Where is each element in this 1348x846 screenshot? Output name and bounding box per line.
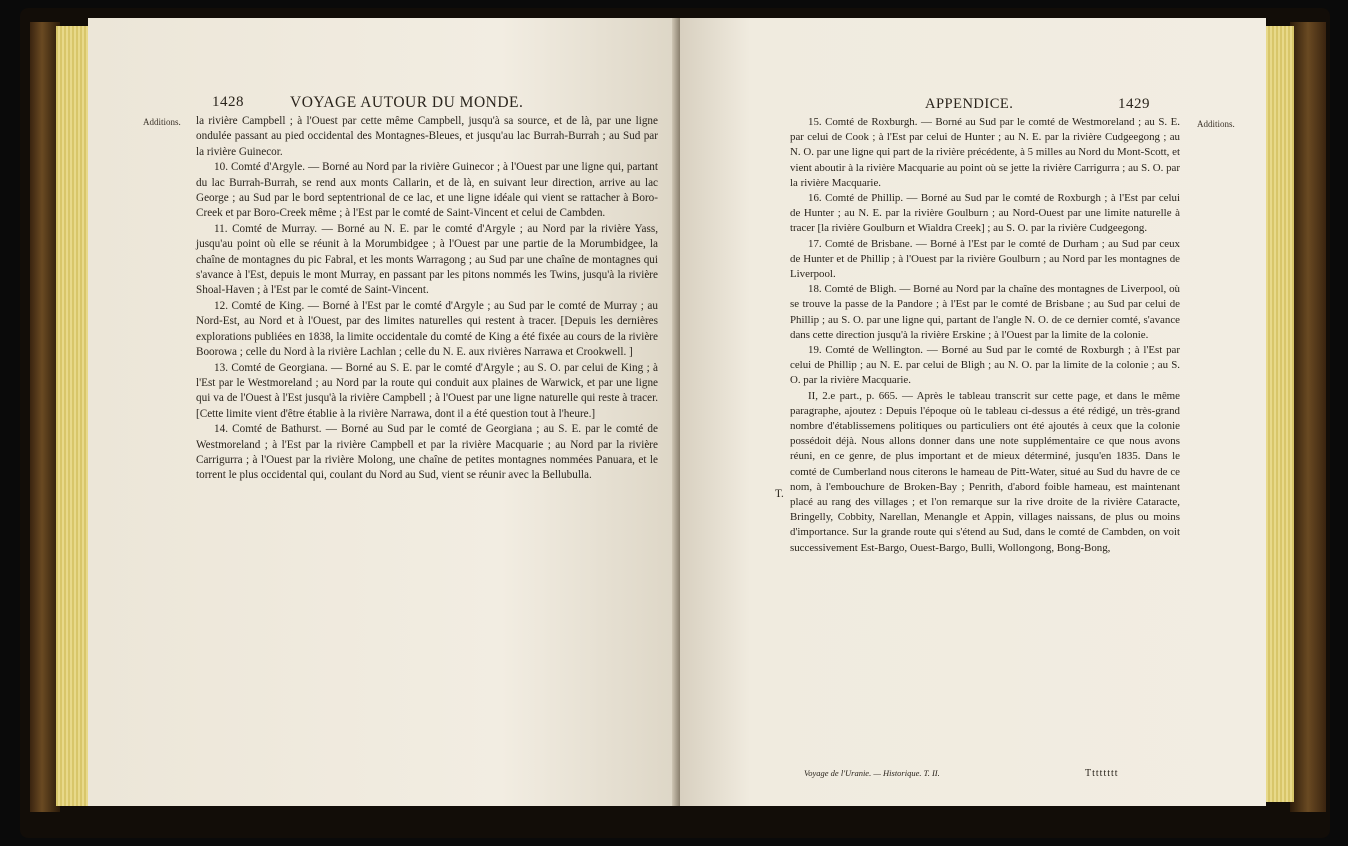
left-paragraph: 10. Comté d'Argyle. — Borné au Nord par la rivière Guinecor ; à l'Ouest par une ligne qui, partant du lac Burrah-Burrah, se rend aux monts Callarin, et de là, en suivant leur direction, arrive au lac George ; au Sud par le bord septentrional de ce lac, et une ligne idéale qui vient se rattacher à Boro-Creek et par Boro-Creek même ; à l'Est par le comté de Saint-Vincent et celui de Cambden. bbox=[196, 161, 658, 220]
right-margin-note: Additions. bbox=[1197, 119, 1235, 129]
left-margin-note: Additions. bbox=[143, 117, 181, 127]
right-page-number: 1429 bbox=[1118, 96, 1150, 112]
right-signature-mark: Tttttttt bbox=[1085, 768, 1119, 779]
right-paragraph: 18. Comté de Bligh. — Borné au Nord par la chaîne des montagnes de Liverpool, où se trouve la passe de la Pandore ; à l'Est par le comté de Brisbane ; au Sud par celui de Phillip ; au S. O. par une ligne qui, partant de l'angle N. O. de ce dernier comté, s'avance dans cette direction jusqu'à la rivière Erskine ; à l'Ouest par la limite de la colonie. bbox=[790, 283, 1180, 341]
left-paragraph: 11. Comté de Murray. — Borné au N. E. par le comté d'Argyle ; au Nord par la rivière Yass, jusqu'au point où elle se réunit à la Morumbidgee ; à l'Ouest par une partie de la Morumbidgee, la chaîne de montagnes du pic Fabral, et les monts Warragong ; au Sud par une chaîne de montagnes qui s'avance à l'Est, depuis le mont Murray, en passant par les pitons nommés les Twins, jusqu'à la rivière Shoal-Haven ; à l'Est par le comté de Saint-Vincent. bbox=[196, 222, 658, 297]
right-paragraph: 15. Comté de Roxburgh. — Borné au Sud par le comté de Westmoreland ; au S. E. par celui de Cook ; à l'Est par celui de Hunter ; au N. E. par la rivière Cudgeegong ; au N. O. par une ligne qui part de la rivière précédente, à 5 milles au Nord du Mont-Scott, et vient aboutir à la rivière Macquarie au point où se jette la rivière Carrigurra ; au S. O. par la rivière Macquarie. bbox=[790, 116, 1180, 189]
left-paragraph: 13. Comté de Georgiana. — Borné au S. E. par le comté d'Argyle ; au S. O. par celui de King ; à l'Est par le Westmoreland ; au Nord par la route qui conduit aux plaines de Warwick, et par une ligne qui va de l'Ouest à l'Est jusqu'à la rivière Campbell ; à l'Ouest par une ligne naturelle qui reste à tracer. [Cette limite vient d'être établie à la rivière Narrawa, dont il a été question tout à l'heure.] bbox=[196, 361, 658, 420]
page-edges-right bbox=[1262, 26, 1294, 802]
right-paragraph: 16. Comté de Phillip. — Borné au Sud par le comté de Roxburgh ; à l'Est par celui de Hunter ; au N. E. par la rivière Goulburn ; au Nord-Ouest par une limite naturelle à tracer [la rivière Goulburn et Wialdra Creek] ; au S. O. par la rivière Cudgeegong. bbox=[790, 192, 1180, 235]
left-paragraph: la rivière Campbell ; à l'Ouest par cette même Campbell, jusqu'à sa source, et de là, par une ligne ondulée passant au pied occidental des Montagnes-Bleues, et jusqu'au lac Burrah-Burrah ; au Sud par la rivière Guinecor. bbox=[196, 115, 658, 158]
right-footer-title: Voyage de l'Uranie. — Historique. T. II. bbox=[804, 768, 940, 778]
tome-marker: T. bbox=[775, 488, 784, 500]
left-running-title: VOYAGE AUTOUR DU MONDE. bbox=[290, 94, 524, 111]
right-paragraph: 19. Comté de Wellington. — Borné au Sud par le comté de Roxburgh ; à l'Est par celui de Phillip ; au N. E. par celui de Bligh ; au N. O. par la limite de la colonie ; au S. O. par la rivière Macquarie. bbox=[790, 344, 1180, 387]
left-paragraph: 12. Comté de King. — Borné à l'Est par le comté d'Argyle ; au Sud par le comté de Murray ; au Nord-Est, au Nord et à l'Ouest, par des limites naturelles qui restent à tracer. [Depuis les dernières explorations publiées en 1838, la limite occidentale du comté de King a été fixée au cours de la rivière Boorowa ; celle du Nord à la rivière Lachlan ; celle du N. E. aux rivières Narrawa et Crookwell. ] bbox=[196, 299, 658, 359]
right-text-column bbox=[790, 115, 1180, 556]
left-page-number: 1428 bbox=[212, 94, 244, 110]
right-paragraph: 17. Comté de Brisbane. — Borné à l'Est par le comté de Durham ; au Sud par ceux de Hunter et de Phillip ; à l'Ouest par la rivière Goulburn ; au Nord par les montagnes de Liverpool. bbox=[790, 237, 1180, 281]
page-edges-left bbox=[56, 26, 90, 806]
left-paragraph: 14. Comté de Bathurst. — Borné au Sud par le comté de Georgiana ; au S. E. par le comté de Westmoreland ; à l'Est par la rivière Campbell et par la rivière Macquarie ; au Nord par la rivière Carrigurra ; à l'Ouest par la rivière Molong, une chaîne de petites montagnes nommées Panuara, et le torrent le plus occidental qui, coulant du Nord au Sud, vient se réunir avec la Bellubulla. bbox=[196, 423, 658, 482]
right-paragraph: II, 2.e part., p. 665. — Après le tableau transcrit sur cette page, et dans le même paragraphe, ajoutez : Depuis l'époque où le tableau ci-dessus a été rédigé, un très-grand nombre d'établissemens politiques ou particuliers ont été ajoutés à ceux que la colonie possédoit déjà. Nous allons donner dans une note supplémentaire ce que nous avons réuni, en ce genre, de plus important et de mieux déterminé, jusqu'en 1835. Dans le comté de Cumberland nous citerons le hameau de Pitt-Water, situé au Sud du havre de ce nom, à l'embouchure de Broken-Bay ; Penrith, d'abord foible hameau, est maintenant placé au rang des villages ; et l'on remarque sur la rive droite de la rivière Cataracte, Bringelly, Cobbity, Narellan, Menangle et Appin, villages naissans, de plus ou moins d'importance. Sur la grande route qui s'étend au Sud, dans le comté de Cambden, on voit successivement Est-Bargo, Ouest-Bargo, Bulli, Wollongong, Bong-Bong, bbox=[790, 389, 1180, 554]
right-running-title: APPENDICE. bbox=[925, 96, 1014, 112]
left-text-column bbox=[196, 114, 658, 484]
book-cover-right bbox=[1290, 22, 1326, 812]
